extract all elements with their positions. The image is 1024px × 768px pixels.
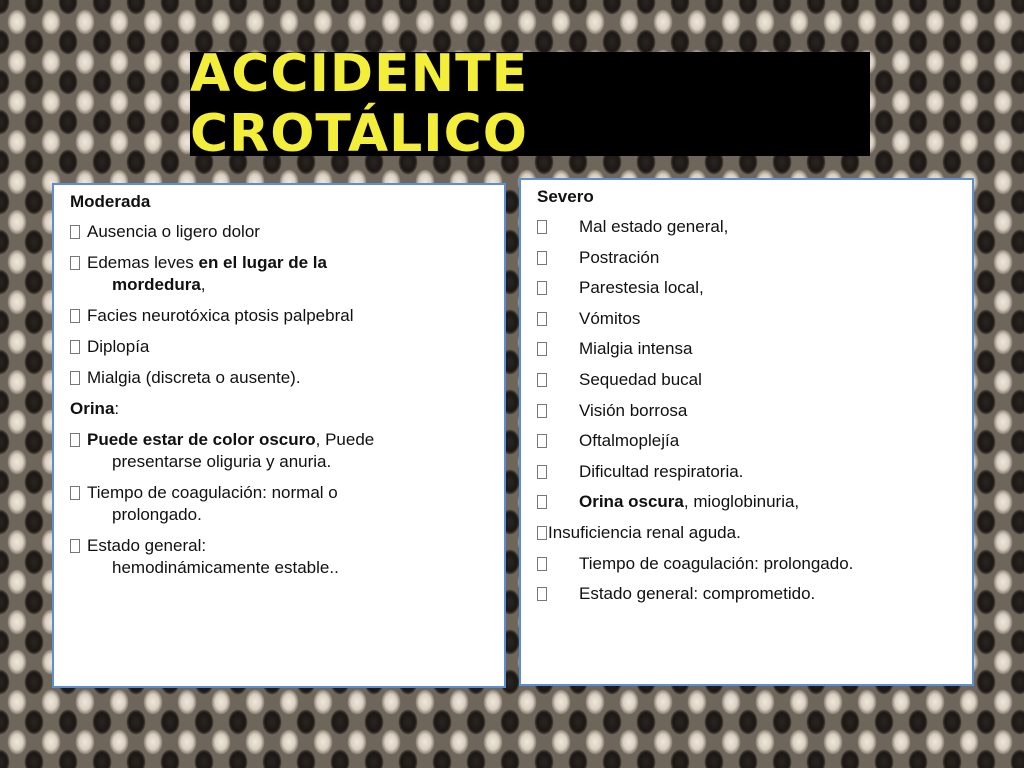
list-item: Ausencia o ligero dolor <box>70 221 490 243</box>
bullet-icon <box>70 539 80 553</box>
bullet-icon <box>537 220 547 234</box>
bullet-icon <box>537 251 547 265</box>
list-item: Estado general: hemodinámicamente estable.. <box>70 535 490 579</box>
bullet-icon <box>70 225 80 239</box>
severo-panel <box>519 178 974 686</box>
list-item: Orina oscura, mioglobinuria, <box>537 491 958 513</box>
list-item: Estado general: comprometido. <box>537 583 958 605</box>
bullet-icon <box>537 557 547 571</box>
moderada-panel <box>52 183 506 688</box>
bullet-icon <box>70 486 80 500</box>
list-item: Diplopía <box>70 336 490 358</box>
list-item: Tiempo de coagulación: prolongado. <box>537 553 958 575</box>
list-item: Tiempo de coagulación: normal o prolongado. <box>70 482 490 526</box>
list-item: Parestesia local, <box>537 277 958 299</box>
title-banner <box>190 44 870 164</box>
bullet-icon <box>537 495 547 509</box>
list-item: Mialgia intensa <box>537 338 958 360</box>
list-item: Facies neurotóxica ptosis palpebral <box>70 305 490 327</box>
bullet-icon <box>537 587 547 601</box>
bullet-icon <box>537 526 547 540</box>
list-item: Puede estar de color oscuro, Puede presentarse oliguria y anuria. <box>70 429 490 473</box>
list-item: Oftalmoplejía <box>537 430 958 452</box>
bullet-icon <box>537 373 547 387</box>
list-item: Insuficiencia renal aguda. <box>537 522 958 544</box>
list-item: Edemas leves en el lugar de la mordedura, <box>70 252 490 296</box>
list-item: Postración <box>537 247 958 269</box>
list-item: Vómitos <box>537 308 958 330</box>
bullet-icon <box>537 312 547 326</box>
page-title: ACCIDENTE CROTÁLICO <box>190 44 529 164</box>
bullet-icon <box>70 340 80 354</box>
bullet-icon <box>70 371 80 385</box>
bullet-icon <box>537 281 547 295</box>
bullet-icon <box>537 434 547 448</box>
bullet-icon <box>537 465 547 479</box>
severo-heading: Severo <box>537 187 594 206</box>
bullet-icon <box>537 404 547 418</box>
list-item: Mal estado general, <box>537 216 958 238</box>
moderada-heading: Moderada <box>70 192 151 211</box>
bullet-icon <box>70 256 80 270</box>
bullet-icon <box>70 433 80 447</box>
list-item: Visión borrosa <box>537 400 958 422</box>
list-item: Mialgia (discreta o ausente). <box>70 367 490 389</box>
orina-label: Orina: <box>70 399 120 418</box>
list-item: Dificultad respiratoria. <box>537 461 958 483</box>
list-item: Sequedad bucal <box>537 369 958 391</box>
bullet-icon <box>537 342 547 356</box>
bullet-icon <box>70 309 80 323</box>
